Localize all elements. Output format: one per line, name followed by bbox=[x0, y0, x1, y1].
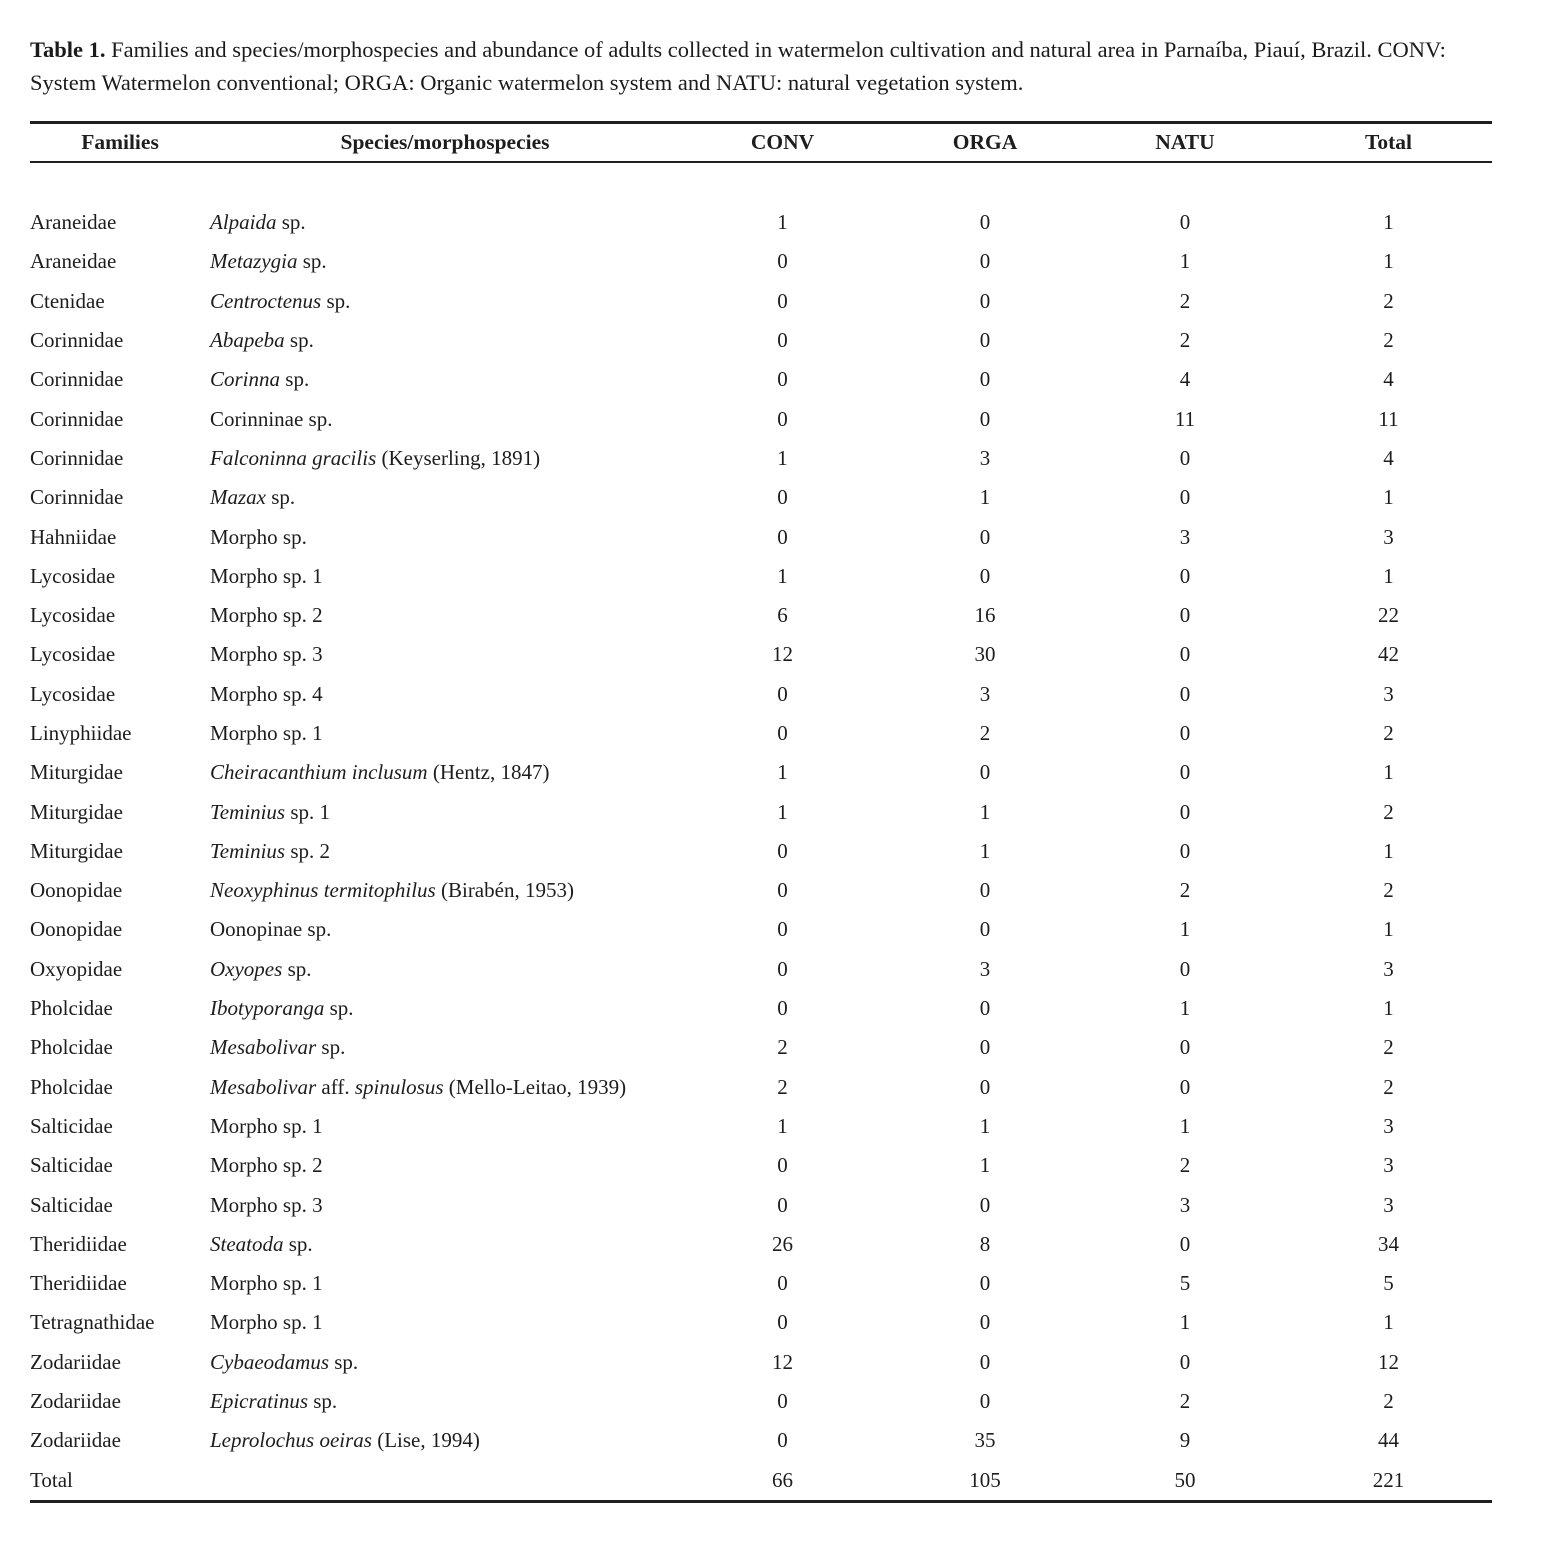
total-cell: 2 bbox=[1383, 288, 1394, 313]
species-cell: Teminius sp. 1 bbox=[210, 799, 331, 824]
total-cell: 3 bbox=[1383, 524, 1394, 549]
total-cell: 3 bbox=[1383, 1192, 1394, 1217]
conv-cell: 0 bbox=[777, 721, 788, 745]
orga-cell: 0 bbox=[979, 917, 991, 942]
natu-cell: 0 bbox=[1179, 642, 1191, 667]
conv-cell: 0 bbox=[777, 1192, 788, 1217]
table-row bbox=[30, 1264, 1492, 1303]
orga-cell: 0 bbox=[979, 760, 991, 785]
natu-cell: 4 bbox=[1179, 367, 1191, 392]
natu-cell: 3 bbox=[1179, 524, 1191, 549]
total-cell: 1 bbox=[1383, 485, 1394, 510]
orga-cell: 0 bbox=[979, 996, 991, 1021]
table-row bbox=[30, 832, 1492, 871]
conv-cell: 0 bbox=[777, 367, 788, 392]
conv-cell: 0 bbox=[777, 1153, 788, 1178]
total-cell: 3 bbox=[1383, 1153, 1394, 1178]
family-cell: Ctenidae bbox=[30, 288, 105, 313]
natu-cell: 0 bbox=[1179, 1231, 1191, 1256]
total-cell: 22 bbox=[1378, 603, 1399, 628]
total-cell: 2 bbox=[1383, 721, 1394, 745]
species-cell: Morpho sp. 1 bbox=[210, 1113, 323, 1138]
table-row bbox=[30, 242, 1492, 281]
table-row bbox=[30, 675, 1492, 714]
orga-cell: 0 bbox=[979, 1035, 991, 1060]
orga-cell: 0 bbox=[979, 1310, 991, 1335]
family-cell: Corinnidae bbox=[30, 485, 124, 510]
natu-cell: 0 bbox=[1179, 603, 1191, 628]
conv-cell: 1 bbox=[777, 760, 788, 785]
natu-cell: 0 bbox=[1179, 485, 1191, 510]
table-row bbox=[30, 282, 1492, 321]
total-cell: 1 bbox=[1383, 838, 1394, 863]
conv-cell: 0 bbox=[777, 249, 788, 274]
table-row bbox=[30, 792, 1492, 831]
family-cell: Araneidae bbox=[30, 249, 117, 274]
natu-cell: 2 bbox=[1179, 288, 1191, 313]
header-row bbox=[30, 123, 1492, 163]
orga-cell: 1 bbox=[979, 1113, 991, 1138]
conv-cell: 0 bbox=[777, 406, 788, 431]
conv-cell: 0 bbox=[777, 956, 788, 981]
orga-cell: 35 bbox=[974, 1428, 996, 1453]
orga-cell: 0 bbox=[979, 878, 991, 903]
table-row bbox=[30, 360, 1492, 399]
orga-cell: 8 bbox=[979, 1231, 991, 1256]
conv-cell: 0 bbox=[777, 681, 788, 706]
total-cell: 1 bbox=[1383, 1310, 1394, 1335]
total-cell: 44 bbox=[1378, 1428, 1399, 1453]
table-row bbox=[30, 162, 1492, 242]
species-cell: Corinninae sp. bbox=[210, 406, 333, 431]
family-cell: Zodariidae bbox=[30, 1389, 121, 1414]
species-cell: Oonopinae sp. bbox=[210, 917, 332, 942]
species-cell: Morpho sp. 2 bbox=[210, 603, 323, 628]
species-cell: Morpho sp. 3 bbox=[210, 1192, 323, 1217]
species-cell: Mazax sp. bbox=[210, 485, 296, 510]
orga-cell: 1 bbox=[979, 485, 991, 510]
species-cell: Epicratinus sp. bbox=[210, 1389, 338, 1414]
species-cell: Morpho sp. 1 bbox=[210, 1310, 323, 1335]
table-row bbox=[30, 635, 1492, 674]
family-cell: Salticidae bbox=[30, 1153, 113, 1178]
table-row bbox=[30, 950, 1492, 989]
table-row bbox=[30, 439, 1492, 478]
species-cell: Alpaida sp. bbox=[210, 210, 306, 235]
orga-cell: 1 bbox=[979, 838, 991, 863]
natu-cell: 1 bbox=[1179, 1310, 1191, 1335]
family-cell: Miturgidae bbox=[30, 760, 123, 785]
orga-cell: 3 bbox=[979, 681, 991, 706]
natu-cell: 1 bbox=[1179, 996, 1191, 1021]
orga-cell: 0 bbox=[979, 210, 991, 235]
table-row bbox=[30, 714, 1492, 753]
natu-cell: 1 bbox=[1179, 249, 1191, 274]
table-row bbox=[30, 1185, 1492, 1224]
conv-cell: 2 bbox=[777, 1035, 788, 1060]
family-cell: Linyphiidae bbox=[30, 721, 132, 745]
family-cell: Tetragnathidae bbox=[30, 1310, 155, 1335]
orga-cell: 0 bbox=[979, 328, 991, 353]
family-cell: Salticidae bbox=[30, 1192, 113, 1217]
family-cell: Lycosidae bbox=[30, 642, 116, 667]
table-row bbox=[30, 1343, 1492, 1382]
total-cell: 42 bbox=[1378, 642, 1399, 667]
species-cell: Morpho sp. 1 bbox=[210, 563, 323, 588]
family-cell: Oonopidae bbox=[30, 917, 123, 942]
table-row bbox=[30, 1421, 1492, 1460]
total-cell: 5 bbox=[1383, 1271, 1394, 1296]
conv-cell: 1 bbox=[777, 210, 788, 235]
family-cell: Lycosidae bbox=[30, 681, 116, 706]
orga-cell: 1 bbox=[979, 799, 991, 824]
species-cell: Mesabolivar aff. spinulosus (Mello-Leitao, 1939) bbox=[210, 1074, 627, 1099]
total-cell: 1 bbox=[1383, 249, 1394, 274]
table-row bbox=[30, 1225, 1492, 1264]
conv-cell: 1 bbox=[777, 445, 788, 470]
orga-cell: 0 bbox=[979, 1271, 991, 1296]
conv-cell: 0 bbox=[777, 328, 788, 353]
natu-cell: 0 bbox=[1179, 760, 1191, 785]
table-row bbox=[30, 1107, 1492, 1146]
total-cell: 1 bbox=[1383, 996, 1394, 1021]
species-cell: Cybaeodamus sp. bbox=[210, 1349, 359, 1374]
conv-cell: 1 bbox=[777, 1113, 788, 1138]
species-cell: Cheiracanthium inclusum (Hentz, 1847) bbox=[210, 760, 550, 785]
total-cell: 34 bbox=[1378, 1231, 1399, 1256]
species-cell: Steatoda sp. bbox=[210, 1231, 313, 1256]
orga-cell: 0 bbox=[979, 367, 991, 392]
total-cell: 2 bbox=[1383, 1074, 1394, 1099]
orga-cell: 0 bbox=[979, 249, 991, 274]
conv-cell: 0 bbox=[777, 1271, 788, 1296]
conv-cell: 0 bbox=[777, 485, 788, 510]
family-cell: Pholcidae bbox=[30, 1035, 113, 1060]
table-row bbox=[30, 1068, 1492, 1107]
family-cell: Corinnidae bbox=[30, 445, 124, 470]
family-cell: Corinnidae bbox=[30, 367, 124, 392]
orga-cell: 16 bbox=[974, 603, 996, 628]
table-row bbox=[30, 517, 1492, 556]
conv-cell: 0 bbox=[777, 288, 788, 313]
conv-cell: 12 bbox=[772, 1349, 793, 1374]
natu-cell: 0 bbox=[1179, 721, 1191, 745]
natu-cell: 2 bbox=[1179, 878, 1191, 903]
total-conv-cell: 66 bbox=[772, 1467, 793, 1492]
family-cell: Zodariidae bbox=[30, 1349, 121, 1374]
species-cell: Metazygia sp. bbox=[210, 249, 327, 274]
species-cell: Oxyopes sp. bbox=[210, 956, 312, 981]
natu-cell: 0 bbox=[1179, 563, 1191, 588]
total-cell: 1 bbox=[1383, 760, 1394, 785]
conv-cell: 0 bbox=[777, 917, 788, 942]
table-row bbox=[30, 478, 1492, 517]
table-header bbox=[30, 123, 1492, 163]
natu-cell: 2 bbox=[1179, 1389, 1191, 1414]
species-cell: Falconinna gracilis (Keyserling, 1891) bbox=[210, 445, 541, 470]
total-total-cell: 221 bbox=[1372, 1467, 1405, 1492]
species-cell: Morpho sp. 2 bbox=[210, 1153, 323, 1178]
natu-cell: 0 bbox=[1179, 838, 1191, 863]
natu-cell: 1 bbox=[1179, 917, 1191, 942]
conv-cell: 0 bbox=[777, 1310, 788, 1335]
natu-cell: 0 bbox=[1179, 681, 1191, 706]
column-header-species: Species/morphospecies bbox=[340, 130, 550, 154]
species-cell: Morpho sp. 3 bbox=[210, 642, 323, 667]
total-cell: 12 bbox=[1378, 1349, 1399, 1374]
orga-cell: 0 bbox=[979, 288, 991, 313]
species-cell: Corinna sp. bbox=[210, 367, 310, 392]
natu-cell: 0 bbox=[1179, 1074, 1191, 1099]
natu-cell: 0 bbox=[1179, 1035, 1191, 1060]
total-cell: 3 bbox=[1383, 956, 1394, 981]
species-cell: Ibotyporanga sp. bbox=[210, 996, 354, 1021]
conv-cell: 2 bbox=[777, 1074, 788, 1099]
conv-cell: 0 bbox=[777, 878, 788, 903]
family-cell: Lycosidae bbox=[30, 603, 116, 628]
orga-cell: 0 bbox=[979, 1074, 991, 1099]
total-cell: 2 bbox=[1383, 1035, 1394, 1060]
orga-cell: 0 bbox=[979, 1349, 991, 1374]
column-header-total: Total bbox=[1365, 130, 1412, 154]
table-body bbox=[30, 162, 1492, 1501]
natu-cell: 2 bbox=[1179, 328, 1191, 353]
orga-cell: 3 bbox=[979, 956, 991, 981]
family-cell: Zodariidae bbox=[30, 1428, 121, 1453]
natu-cell: 0 bbox=[1179, 210, 1191, 235]
column-header-orga: ORGA bbox=[952, 130, 1018, 154]
orga-cell: 30 bbox=[974, 642, 996, 667]
column-header-conv: CONV bbox=[750, 130, 815, 154]
orga-cell: 0 bbox=[979, 1389, 991, 1414]
total-cell: 4 bbox=[1383, 367, 1394, 392]
table-row bbox=[30, 1382, 1492, 1421]
table-row bbox=[30, 910, 1492, 949]
family-cell: Hahniidae bbox=[30, 524, 117, 549]
total-orga-cell: 105 bbox=[969, 1467, 1001, 1492]
family-cell: Pholcidae bbox=[30, 1074, 113, 1099]
total-cell: 1 bbox=[1383, 917, 1394, 942]
orga-cell: 0 bbox=[979, 524, 991, 549]
orga-cell: 0 bbox=[979, 563, 991, 588]
total-natu-cell: 50 bbox=[1174, 1467, 1196, 1492]
total-cell: 2 bbox=[1383, 878, 1394, 903]
caption-text: Families and species/morphospecies and abundance of adults collected in watermelon cultivation and natural area in Parnaíba, Piauí, Brazil. CONV: System Watermelon conventional; ORGA: Organic watermelon system and NATU: natural vegetation system. bbox=[30, 37, 1446, 95]
species-cell: Teminius sp. 2 bbox=[210, 838, 331, 863]
conv-cell: 0 bbox=[777, 524, 788, 549]
total-label-cell: Total bbox=[30, 1467, 73, 1492]
natu-cell: 1 bbox=[1179, 1113, 1191, 1138]
conv-cell: 1 bbox=[777, 563, 788, 588]
total-species-cell bbox=[210, 1461, 680, 1502]
table-row bbox=[30, 596, 1492, 635]
total-cell: 3 bbox=[1383, 1113, 1394, 1138]
species-cell: Neoxyphinus termitophilus (Birabén, 1953) bbox=[210, 878, 574, 903]
total-cell: 1 bbox=[1383, 563, 1394, 588]
total-cell: 11 bbox=[1378, 406, 1399, 431]
family-cell: Pholcidae bbox=[30, 996, 113, 1021]
family-cell: Araneidae bbox=[30, 210, 117, 235]
table-row bbox=[30, 1303, 1492, 1342]
conv-cell: 0 bbox=[777, 996, 788, 1021]
species-cell: Mesabolivar sp. bbox=[210, 1035, 346, 1060]
species-cell: Leprolochus oeiras (Lise, 1994) bbox=[210, 1428, 480, 1453]
species-cell: Centroctenus sp. bbox=[210, 288, 351, 313]
family-cell: Corinnidae bbox=[30, 406, 124, 431]
conv-cell: 1 bbox=[777, 799, 788, 824]
table-caption bbox=[30, 33, 1496, 99]
conv-cell: 0 bbox=[777, 838, 788, 863]
conv-cell: 12 bbox=[772, 642, 793, 667]
orga-cell: 0 bbox=[979, 1192, 991, 1217]
conv-cell: 6 bbox=[777, 603, 788, 628]
natu-cell: 2 bbox=[1179, 1153, 1191, 1178]
family-cell: Theridiidae bbox=[30, 1271, 127, 1296]
species-cell: Morpho sp. 1 bbox=[210, 721, 323, 745]
family-cell: Lycosidae bbox=[30, 563, 116, 588]
natu-cell: 5 bbox=[1179, 1271, 1191, 1296]
table-row bbox=[30, 399, 1492, 438]
orga-cell: 1 bbox=[979, 1153, 991, 1178]
family-cell: Corinnidae bbox=[30, 328, 124, 353]
natu-cell: 0 bbox=[1179, 799, 1191, 824]
natu-cell: 0 bbox=[1179, 956, 1191, 981]
family-cell: Oonopidae bbox=[30, 878, 123, 903]
orga-cell: 3 bbox=[979, 445, 991, 470]
conv-cell: 0 bbox=[777, 1428, 788, 1453]
natu-cell: 0 bbox=[1179, 1349, 1191, 1374]
family-cell: Theridiidae bbox=[30, 1231, 127, 1256]
family-cell: Oxyopidae bbox=[30, 956, 123, 981]
table-row bbox=[30, 321, 1492, 360]
family-cell: Miturgidae bbox=[30, 838, 123, 863]
table-row bbox=[30, 1028, 1492, 1067]
family-cell: Salticidae bbox=[30, 1113, 113, 1138]
conv-cell: 26 bbox=[772, 1231, 793, 1256]
total-cell: 3 bbox=[1383, 681, 1394, 706]
total-cell: 2 bbox=[1383, 1389, 1394, 1414]
natu-cell: 11 bbox=[1174, 406, 1196, 431]
species-cell: Abapeba sp. bbox=[210, 328, 314, 353]
column-header-families: Families bbox=[81, 130, 159, 154]
total-cell: 1 bbox=[1383, 210, 1394, 235]
conv-cell: 0 bbox=[777, 1389, 788, 1414]
total-cell: 4 bbox=[1383, 445, 1394, 470]
total-cell: 2 bbox=[1383, 799, 1394, 824]
table-row bbox=[30, 1146, 1492, 1185]
caption-label: Table 1. bbox=[30, 37, 106, 62]
natu-cell: 0 bbox=[1179, 445, 1191, 470]
species-abundance-table bbox=[30, 121, 1492, 1503]
family-cell: Miturgidae bbox=[30, 799, 123, 824]
table-row bbox=[30, 753, 1492, 792]
species-cell: Morpho sp. 4 bbox=[210, 681, 323, 706]
species-cell: Morpho sp. 1 bbox=[210, 1271, 323, 1296]
table-row bbox=[30, 557, 1492, 596]
table-row bbox=[30, 989, 1492, 1028]
table-row bbox=[30, 871, 1492, 910]
natu-cell: 9 bbox=[1179, 1428, 1191, 1453]
total-row bbox=[30, 1461, 1492, 1502]
total-cell: 2 bbox=[1383, 328, 1394, 353]
column-header-natu: NATU bbox=[1155, 130, 1215, 154]
orga-cell: 0 bbox=[979, 406, 991, 431]
orga-cell: 2 bbox=[979, 721, 991, 745]
natu-cell: 3 bbox=[1179, 1192, 1191, 1217]
species-cell: Morpho sp. bbox=[210, 524, 307, 549]
